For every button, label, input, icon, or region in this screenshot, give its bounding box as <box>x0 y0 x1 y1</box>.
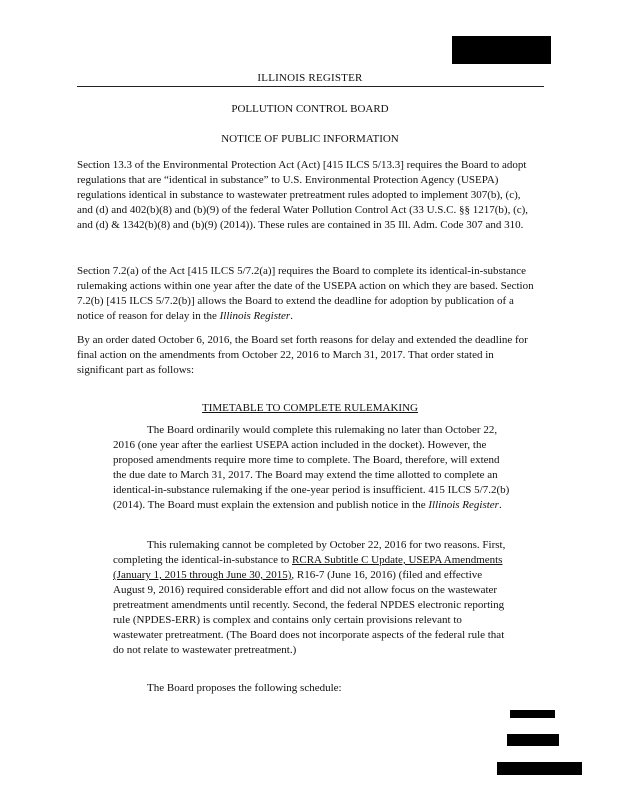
header-divider <box>77 86 544 87</box>
notice-title: NOTICE OF PUBLIC INFORMATION <box>221 133 399 145</box>
section-heading-text: TIMETABLE TO COMPLETE RULEMAKING <box>202 402 418 414</box>
paragraph-text: Section 7.2(a) of the Act [415 ILCS 5/7.2(a)] requires the Board to complete its identical-in-substance rulemaking actions within one year after the date of the USEPA action on which they are based. Section 7.2(b) [415 ILCS 5/7.2(b)] allows the Board to extend the deadline for adoption by publication of a notice of reason for delay in the <box>77 265 534 322</box>
rcra-docket-link[interactable]: RCRA Subtitle C Update, USEPA Amendments (January 1, 2015 through June 30, 2015) <box>113 554 503 581</box>
paragraph-order: By an order dated October 6, 2016, the Board set forth reasons for delay and extended the deadline for final action on the amendments from October 22, 2016 to March 31, 2017. That order stated in significant part as follows: <box>77 334 528 376</box>
section-heading <box>0 402 620 414</box>
quote-end: . <box>498 499 502 511</box>
illinois-register-italic: Illinois Register <box>428 499 499 511</box>
redaction-box-top-right <box>452 36 551 64</box>
redaction-box-bottom-3 <box>497 762 582 775</box>
paragraph-section-7-2 <box>77 264 539 324</box>
register-title: ILLINOIS REGISTER <box>257 72 363 84</box>
quoted-paragraph-2 <box>113 538 510 658</box>
agency-name: POLLUTION CONTROL BOARD <box>231 103 389 115</box>
quote-text: The Board ordinarily would complete this rulemaking no later than October 22, 2016 (one year after the earliest USEPA action included in the docket). However, the proposed amendments require more time to complete. The Board, therefore, will extend the due date to March 31, 2017. The Board may extend the time allotted to complete an identical-in-substance rulemaking if the one-year period is insufficient. 415 ILCS 5/7.2(b) (2014). The Board must explain the extension and publish notice in the <box>113 424 510 511</box>
redaction-box-bottom-1 <box>510 710 555 718</box>
quoted-paragraph-1 <box>113 423 510 513</box>
paragraph-section-13-3: Section 13.3 of the Environmental Protection Act (Act) [415 ILCS 5/13.3] requires the Board to adopt regulations that are “identical in substance” to U.S. Environmental Protection Agency (USEPA) regulations identical in substance to wastewater pretreatment rules adopted to implement 307(b), (c), and (d) and 402(b)(8) and (b)(9) of the federal Water Pollution Control Act (33 U.S.C. §§ 1217(b), (c), and (d) & 1342(b)(8) and (b)(9) (2014)). These rules are contained in 35 Ill. Adm. Code 307 and 310. <box>77 159 529 231</box>
quote-text-continued: , R16-7 (June 16, 2016) (filed and effective August 9, 2016) required considerable effort and did not allow focus on the wastewater pretreatment amendments until recently. Second, the federal NPDES electronic reporting rule (NPDES-ERR) is complex and contains only certain provisions relevant to wastewater pretreatment. (The Board does not incorporate aspects of the federal rule that do not relate to wastewater pretreatment.) <box>113 569 505 656</box>
quoted-paragraph-3: The Board proposes the following schedule: <box>147 682 342 694</box>
redaction-box-bottom-2 <box>507 734 559 746</box>
quote-text: This rulemaking cannot be completed by October 22, 2016 for two reasons. First, completing the identical-in-substance to <box>113 539 506 566</box>
paragraph-end: . <box>290 310 293 322</box>
illinois-register-italic: Illinois Register <box>219 310 291 322</box>
